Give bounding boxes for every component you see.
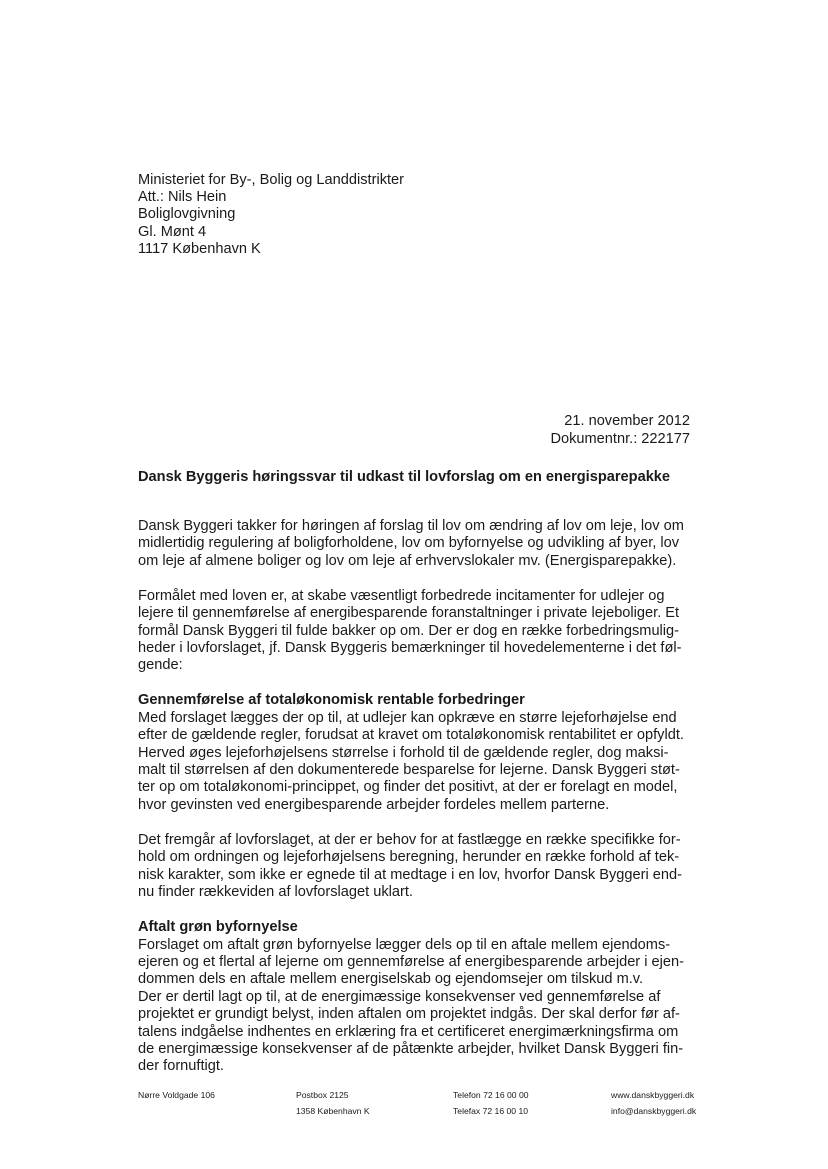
recipient-line-department: Boliglovgivning — [138, 206, 236, 223]
date-block — [550, 413, 690, 448]
text-line: Formålet med loven er, at skabe væsentligt forbedrede incitamenter for udlejer og — [138, 587, 665, 604]
footer-web-column — [611, 1088, 696, 1119]
recipient-line-ministry: Ministeriet for By-, Bolig og Landdistrikter — [138, 172, 405, 188]
footer-email: info@danskbyggeri.dk — [611, 1105, 697, 1116]
text-line: gende: — [138, 657, 183, 674]
text-line: midlertidig regulering af boligforholdene, lov om byfornyelse og udvikling af byer, lov — [138, 535, 680, 552]
letter-body — [138, 518, 694, 1076]
text-line: Forslaget om aftalt grøn byfornyelse lægger dels op til en aftale mellem ejendoms- — [138, 936, 671, 953]
recipient-line-attention: Att.: Nils Hein — [138, 189, 227, 206]
text-line: nu finder rækkeviden af lovforslaget uklart. — [138, 884, 413, 901]
paragraph-purpose — [138, 588, 694, 675]
text-line: malt til størrelsen af den dokumenterede besparelse for lejerne. Dansk Byggeri støt- — [138, 762, 680, 779]
section-total-economy — [138, 692, 694, 814]
text-line: Herved øges lejeforhøjelsens størrelse i forhold til de gældende regler, dog maksi- — [138, 744, 669, 761]
text-line: hold om ordningen og lejeforhøjelsens beregning, herunder en række forhold af tek- — [138, 849, 680, 866]
text-line: Det fremgår af lovforslaget, at der er behov for at fastlægge en række specifikke for- — [138, 831, 681, 848]
text-line: talens indgåelse indhentes en erklæring fra et certificeret energimærkningsfirma om — [138, 1023, 679, 1040]
document-number: Dokumentnr.: 222177 — [550, 430, 690, 447]
text-line: heder i lovforslaget, jf. Dansk Byggeris bemærkninger til hovedelementerne i det føl- — [138, 640, 682, 657]
text-line: ejeren og et flertal af lejerne om gennemførelse af energibesparende arbejder i ejen- — [138, 953, 684, 970]
text-line: ter op om totaløkonomi-princippet, og finder det positivt, at der er forelagt en model, — [138, 779, 678, 796]
text-line: Der er dertil lagt op til, at de energimæssige konsekvenser ved gennemførelse af — [138, 988, 661, 1005]
footer-fax: Telefax 72 16 00 10 — [453, 1105, 529, 1116]
text-line: Dansk Byggeri takker for høringen af forslag til lov om ændring af lov om leje, lov om — [138, 518, 684, 534]
section-heading: Gennemførelse af totaløkonomisk rentable forbedringer — [138, 692, 525, 709]
text-line: dommen dels en aftale mellem energiselskab og ejendomsejer om tilskud m.v. — [138, 971, 644, 988]
footer-address-column — [138, 1088, 215, 1104]
footer-street: Nørre Voldgade 106 — [138, 1090, 215, 1100]
recipient-line-city: 1117 København K — [138, 240, 261, 257]
text-line: om leje af almene boliger og lov om leje af erhvervslokaler mv. (Energisparepakke). — [138, 552, 677, 569]
text-line: hvor gevinsten ved energibesparende arbejder fordeles mellem parterne. — [138, 796, 610, 813]
footer-phone: Telefon 72 16 00 00 — [453, 1090, 529, 1100]
text-line: lejere til gennemførelse af energibesparende foranstaltninger i private lejeboliger. Et — [138, 605, 680, 622]
text-line: nisk karakter, som ikke er egnede til at medtage i en lov, hvorfor Dansk Byggeri end- — [138, 866, 683, 883]
text-line: efter de gældende regler, forudsat at kravet om totaløkonomisk rentabilitet er opfyldt. — [138, 727, 684, 744]
paragraph-specifics — [138, 832, 694, 902]
footer-postal-city: 1358 København K — [296, 1105, 370, 1116]
section-green-renewal — [138, 919, 694, 1076]
footer-postbox-column — [296, 1088, 370, 1119]
text-line: formål Dansk Byggeri til fulde bakker op om. Der er dog en række forbedringsmulig- — [138, 622, 680, 639]
footer-website: www.danskbyggeri.dk — [611, 1090, 695, 1100]
footer-postbox: Postbox 2125 — [296, 1090, 349, 1100]
footer-phone-column — [453, 1088, 529, 1119]
letter-subject: Dansk Byggeris høringssvar til udkast til lovforslag om en energisparepakke — [138, 469, 671, 485]
paragraph-intro — [138, 518, 694, 570]
text-line: de energimæssige konsekvenser af de påtænkte arbejder, hvilket Dansk Byggeri fin- — [138, 1040, 684, 1057]
text-line: projektet er grundigt belyst, inden aftalen om projektet indgås. Der skal derfor før af- — [138, 1006, 680, 1023]
text-line: Med forslaget lægges der op til, at udlejer kan opkræve en større lejeforhøjelse end — [138, 709, 677, 726]
section-heading: Aftalt grøn byfornyelse — [138, 919, 298, 936]
recipient-address — [138, 172, 404, 258]
recipient-line-street: Gl. Mønt 4 — [138, 223, 207, 240]
letter-date: 21. november 2012 — [564, 413, 690, 429]
text-line: der fornuftigt. — [138, 1058, 224, 1075]
